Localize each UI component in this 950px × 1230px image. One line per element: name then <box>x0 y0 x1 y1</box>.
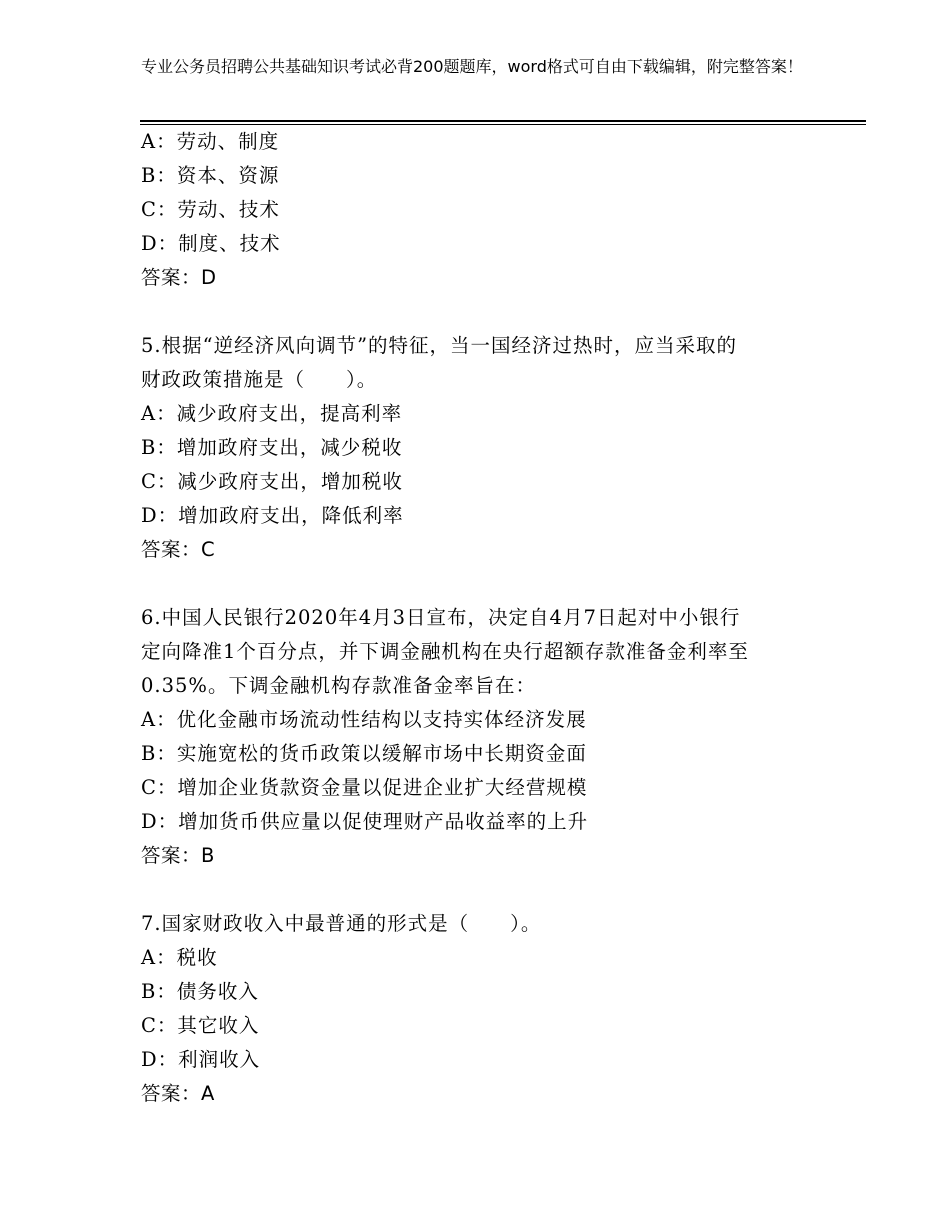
question-4 <box>141 125 841 295</box>
option-d: D：利润收入 <box>141 1048 261 1071</box>
answer-line: 答案：D <box>141 266 217 289</box>
option-d: D：制度、技术 <box>141 232 281 255</box>
option-a: A：劳动、制度 <box>141 130 280 153</box>
option-d: D：增加政府支出，降低利率 <box>141 504 404 527</box>
question-7 <box>141 907 841 1111</box>
answer-line: 答案：B <box>141 844 215 867</box>
option-b: B：实施宽松的货币政策以缓解市场中长期资金面 <box>141 742 587 765</box>
question-stem-line: 6.中国人民银行2020年4月3日宣布，决定自4月7日起对中小银行 <box>141 606 741 629</box>
question-stem-line: 5.根据“逆经济风向调节”的特征，当一国经济过热时，应当采取的 <box>141 334 738 357</box>
page-header: 专业公务员招聘公共基础知识考试必背200题题库，word格式可自由下载编辑，附完整答案！ <box>141 57 803 76</box>
option-c: C：减少政府支出，增加税收 <box>141 470 403 493</box>
option-a: A：优化金融市场流动性结构以支持实体经济发展 <box>141 708 587 731</box>
spacer <box>141 873 841 907</box>
question-stem-line: 7.国家财政收入中最普通的形式是（ ）。 <box>141 912 542 935</box>
header-rule-thick <box>140 120 866 122</box>
option-a: A：税收 <box>141 946 218 969</box>
option-b: B：增加政府支出，减少税收 <box>141 436 403 459</box>
question-stem-line: 定向降准1个百分点，并下调金融机构在央行超额存款准备金利率至 <box>141 640 749 663</box>
option-b: B：债务收入 <box>141 980 259 1003</box>
answer-line: 答案：C <box>141 538 216 561</box>
spacer <box>141 295 841 329</box>
question-5 <box>141 329 841 567</box>
option-d: D：增加货币供应量以促使理财产品收益率的上升 <box>141 810 589 833</box>
question-content <box>141 125 841 1111</box>
spacer <box>141 567 841 601</box>
question-stem-line: 财政政策措施是（ ）。 <box>141 368 378 391</box>
option-a: A：减少政府支出，提高利率 <box>141 402 403 425</box>
option-c: C：劳动、技术 <box>141 198 280 221</box>
answer-line: 答案：A <box>141 1082 215 1105</box>
option-c: C：其它收入 <box>141 1014 260 1037</box>
question-stem-line: 0.35%。下调金融机构存款准备金率旨在： <box>141 674 536 697</box>
option-c: C：增加企业货款资金量以促进企业扩大经营规模 <box>141 776 588 799</box>
option-b: B：资本、资源 <box>141 164 280 187</box>
question-6 <box>141 601 841 873</box>
